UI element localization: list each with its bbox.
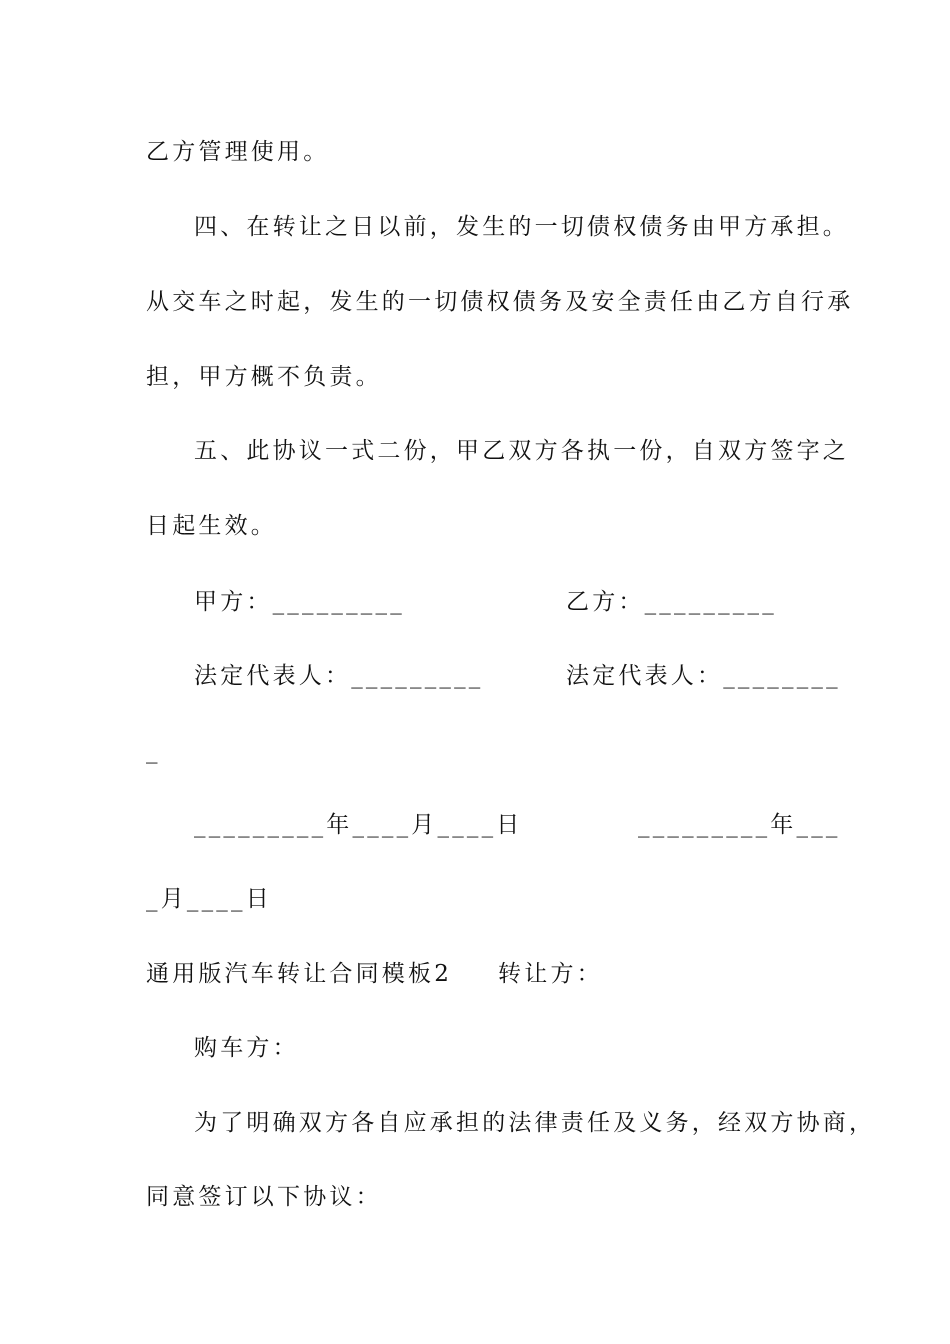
clause-four-line: 担，甲方概不负责。 <box>146 364 382 390</box>
party-a-representative: 法定代表人：_________ <box>194 663 484 689</box>
party-b-date-wrap: _月____日 <box>146 886 272 912</box>
clause-four-line: 四、在转让之日以前，发生的一切债权债务由甲方承担。 <box>194 214 849 240</box>
party-a-date: _________年____月____日 <box>194 812 523 838</box>
party-b-signature: 乙方：_________ <box>566 589 777 615</box>
clause-five-line: 日起生效。 <box>146 513 277 539</box>
party-b-representative: 法定代表人：________ <box>566 663 841 689</box>
intro-line: 同意签订以下协议： <box>146 1184 382 1210</box>
intro-line: 为了明确双方各自应承担的法律责任及义务，经双方协商， <box>194 1110 876 1136</box>
buyer-label: 购车方： <box>194 1035 299 1061</box>
template-title: 通用版汽车转让合同模板2 <box>146 961 453 987</box>
transferor-label: 转让方： <box>498 961 603 987</box>
party-b-representative-wrap: _ <box>146 738 161 764</box>
template-heading <box>146 959 603 989</box>
paragraph-text: 乙方管理使用。 <box>146 139 330 165</box>
party-b-date: _________年___ <box>638 812 841 838</box>
clause-four-line: 从交车之时起，发生的一切债权债务及安全责任由乙方自行承 <box>146 289 854 315</box>
clause-five-line: 五、此协议一式二份，甲乙双方各执一份，自双方签字之 <box>194 438 849 464</box>
party-a-signature: 甲方：_________ <box>194 589 405 615</box>
